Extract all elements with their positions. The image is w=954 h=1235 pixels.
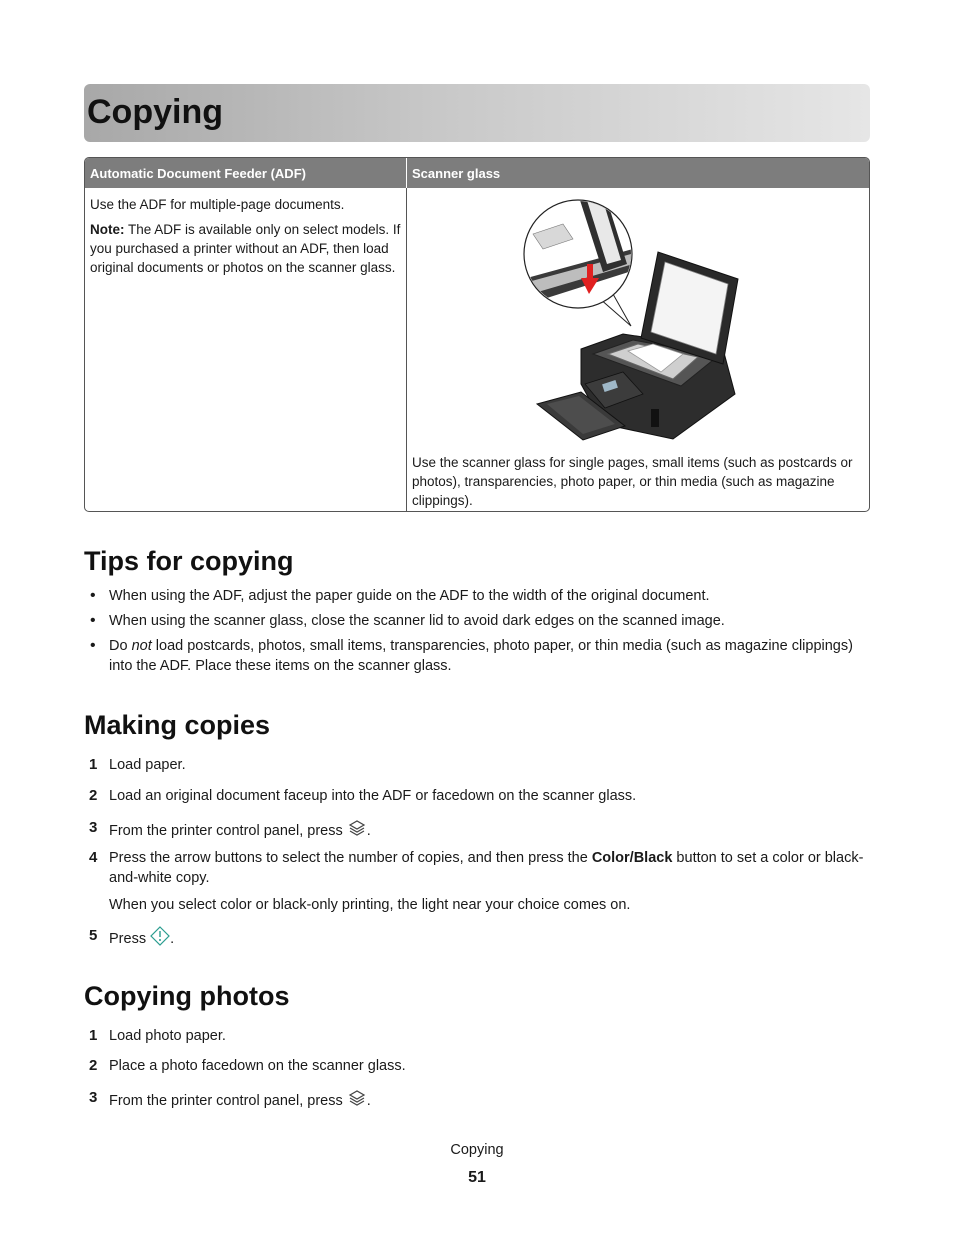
loading-options-table xyxy=(84,157,870,512)
making-copies-heading: Making copies xyxy=(84,710,271,740)
step-text-end: . xyxy=(366,1093,371,1109)
step-text-pre: From the printer control panel, press xyxy=(109,1093,347,1109)
table-header-scanner-glass: Scanner glass xyxy=(407,158,870,188)
footer-section-label: Copying xyxy=(450,1142,504,1158)
copying-photos-heading: Copying photos xyxy=(84,981,290,1011)
list-item: • When using the ADF, adjust the paper guide on the ADF to the width of the original document. xyxy=(84,586,874,606)
step-text-end: . xyxy=(366,823,371,839)
tip3-emphasis: not xyxy=(131,638,152,654)
adf-description: Use the ADF for multiple-page documents. xyxy=(90,197,345,212)
adf-note xyxy=(90,220,403,277)
step-text xyxy=(109,1088,874,1114)
tips-list xyxy=(84,586,874,681)
tip3-post: load postcards, photos, small items, transparencies, photo paper, or thin media (such as magazine clippings) into the ADF. Place these items on the scanner glass. xyxy=(109,638,853,674)
step-number: 2 xyxy=(89,787,98,804)
page-number: 51 xyxy=(468,1169,486,1186)
step-text: Load an original document faceup into the ADF or facedown on the scanner glass. xyxy=(109,788,637,804)
copy-icon xyxy=(347,818,367,844)
making-step-2 xyxy=(84,786,874,806)
page-title: Copying xyxy=(87,93,223,131)
printer-scanner-illustration xyxy=(523,194,753,444)
step-text-pre: Press the arrow buttons to select the number of copies, and then press the xyxy=(109,850,592,866)
step-text-end: . xyxy=(170,931,175,947)
step-number: 5 xyxy=(89,927,98,944)
step-text: Load paper. xyxy=(109,757,186,773)
step-text xyxy=(109,818,874,844)
making-step-4-note: When you select color or black-only printing, the light near your choice comes on. xyxy=(109,897,631,913)
step-text-pre: Press xyxy=(109,931,151,947)
step-number: 1 xyxy=(89,1027,98,1044)
step-text xyxy=(109,848,874,888)
title-bar xyxy=(84,84,870,142)
column-divider xyxy=(406,188,407,512)
note-label: Note: xyxy=(90,222,125,237)
step-number: 3 xyxy=(89,1089,98,1106)
step-number: 1 xyxy=(89,756,98,773)
making-step-4 xyxy=(84,848,874,888)
step-text: Place a photo facedown on the scanner glass. xyxy=(109,1058,406,1074)
step-number: 3 xyxy=(89,819,98,836)
tip3-pre: Do xyxy=(109,638,132,654)
photos-step-2 xyxy=(84,1056,874,1076)
making-step-5 xyxy=(84,926,874,952)
step-text-post: button to set a color or black-and-white copy. xyxy=(109,850,864,886)
making-step-3 xyxy=(84,818,874,844)
tips-heading: Tips for copying xyxy=(84,546,294,576)
step-text xyxy=(109,926,874,952)
step-number: 4 xyxy=(89,849,98,866)
list-item: • When using the scanner glass, close the scanner lid to avoid dark edges on the scanned image. xyxy=(84,611,874,631)
scanner-glass-description: Use the scanner glass for single pages, small items (such as postcards or photos), transparencies, photo paper, or thin media (such as magazine clippings). xyxy=(412,455,853,508)
note-text: The ADF is available only on select models. If you purchased a printer without an ADF, then load original documents or photos on the scanner glass. xyxy=(90,222,401,275)
start-icon xyxy=(150,926,170,952)
making-step-1 xyxy=(84,755,874,775)
step-text-pre: From the printer control panel, press xyxy=(109,823,347,839)
color-black-label: Color/Black xyxy=(591,850,673,866)
step-text: Load photo paper. xyxy=(109,1028,226,1044)
photos-step-1 xyxy=(84,1026,874,1046)
copy-icon xyxy=(347,1088,367,1114)
adf-cell xyxy=(90,195,403,283)
list-item xyxy=(84,636,874,676)
photos-step-3 xyxy=(84,1088,874,1114)
table-header-adf: Automatic Document Feeder (ADF) xyxy=(85,158,407,188)
step-number: 2 xyxy=(89,1057,98,1074)
